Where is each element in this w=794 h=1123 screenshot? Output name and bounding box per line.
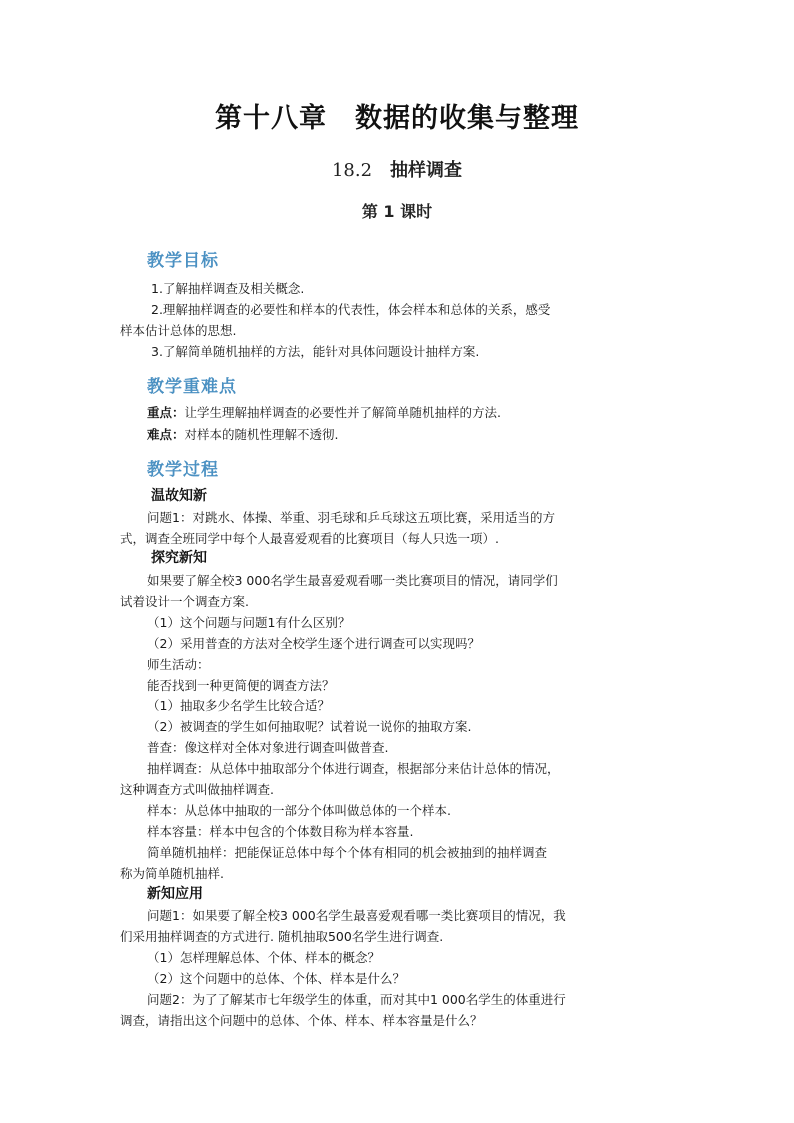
explore-line: 师生活动： — [147, 657, 210, 672]
section-name: 抽样调查 — [390, 160, 463, 181]
apply-line: 问题1：如果要了解全校3 000名学生最喜爱观看哪一类比赛项目的情况，我 — [147, 908, 566, 923]
goal-item: 3.了解简单随机抽样的方法，能针对具体问题设计抽样方案. — [151, 344, 480, 359]
review-title: 温故知新 — [151, 488, 207, 504]
explore-line: （2）采用普查的方法对全校学生逐个进行调查可以实现吗？ — [147, 636, 480, 651]
explore-line: （1）抽取多少名学生比较合适？ — [147, 698, 330, 713]
goal-item: 样本估计总体的思想. — [120, 323, 237, 338]
focus-label: 重点： — [147, 405, 185, 420]
explore-line: 简单随机抽样：把能保证总体中每个个体有相同的机会被抽到的抽样调查 — [147, 845, 548, 860]
explore-line: 样本：从总体中抽取的一部分个体叫做总体的一个样本. — [147, 803, 451, 818]
apply-line: 们采用抽样调查的方式进行. 随机抽取500名学生进行调查. — [120, 929, 444, 944]
review-line: 式，调查全班同学中每个人最喜爱观看的比赛项目（每人只选一项）. — [120, 531, 499, 546]
difficulty-text: 对样本的随机性理解不透彻. — [184, 427, 339, 442]
section-number: 18.2 — [331, 160, 373, 181]
explore-title: 探究新知 — [151, 550, 207, 566]
focus-line — [147, 404, 501, 422]
review-line: 问题1：对跳水、体操、举重、羽毛球和乒乓球这五项比赛，采用适当的方 — [147, 510, 555, 525]
explore-line: 样本容量：样本中包含的个体数目称为样本容量. — [147, 824, 414, 839]
explore-line: 试着设计一个调查方案. — [120, 594, 249, 609]
goal-item: 1.了解抽样调查及相关概念. — [151, 281, 305, 296]
apply-line: 调查，请指出这个问题中的总体、个体、样本、样本容量是什么？ — [120, 1013, 483, 1028]
process-heading: 教学过程 — [147, 460, 219, 480]
goal-item: 2.理解抽样调查的必要性和样本的代表性，体会样本和总体的关系，感受 — [151, 302, 551, 317]
explore-line: （1）这个问题与问题1有什么区别？ — [147, 615, 351, 630]
difficulty-label: 难点： — [147, 427, 185, 442]
explore-line: 称为简单随机抽样. — [120, 866, 224, 881]
apply-line: （2）这个问题中的总体、个体、样本是什么？ — [147, 971, 405, 986]
explore-line: 如果要了解全校3 000名学生最喜爱观看哪一类比赛项目的情况，请同学们 — [147, 573, 558, 588]
explore-line: （2）被调查的学生如何抽取呢？试着说一说你的抽取方案. — [147, 719, 472, 734]
keypoints-heading: 教学重难点 — [147, 377, 237, 397]
apply-title: 新知应用 — [147, 886, 203, 902]
lesson-title: 第 1 课时 — [361, 202, 433, 221]
explore-line: 能否找到一种更简便的调查方法？ — [147, 678, 335, 693]
apply-line: 问题2：为了了解某市七年级学生的体重，而对其中1 000名学生的体重进行 — [147, 992, 566, 1007]
difficulty-line — [147, 426, 339, 444]
explore-line: 普查：像这样对全体对象进行调查叫做普查. — [147, 740, 389, 755]
goals-heading: 教学目标 — [147, 251, 219, 271]
apply-line: （1）怎样理解总体、个体、样本的概念？ — [147, 950, 380, 965]
explore-line: 这种调查方式叫做抽样调查. — [120, 782, 274, 797]
focus-text: 让学生理解抽样调查的必要性并了解简单随机抽样的方法. — [184, 405, 501, 420]
section-title — [0, 156, 794, 182]
explore-line: 抽样调查：从总体中抽取部分个体进行调查，根据部分来估计总体的情况， — [147, 761, 560, 776]
chapter-title: 第十八章 数据的收集与整理 — [215, 103, 579, 134]
